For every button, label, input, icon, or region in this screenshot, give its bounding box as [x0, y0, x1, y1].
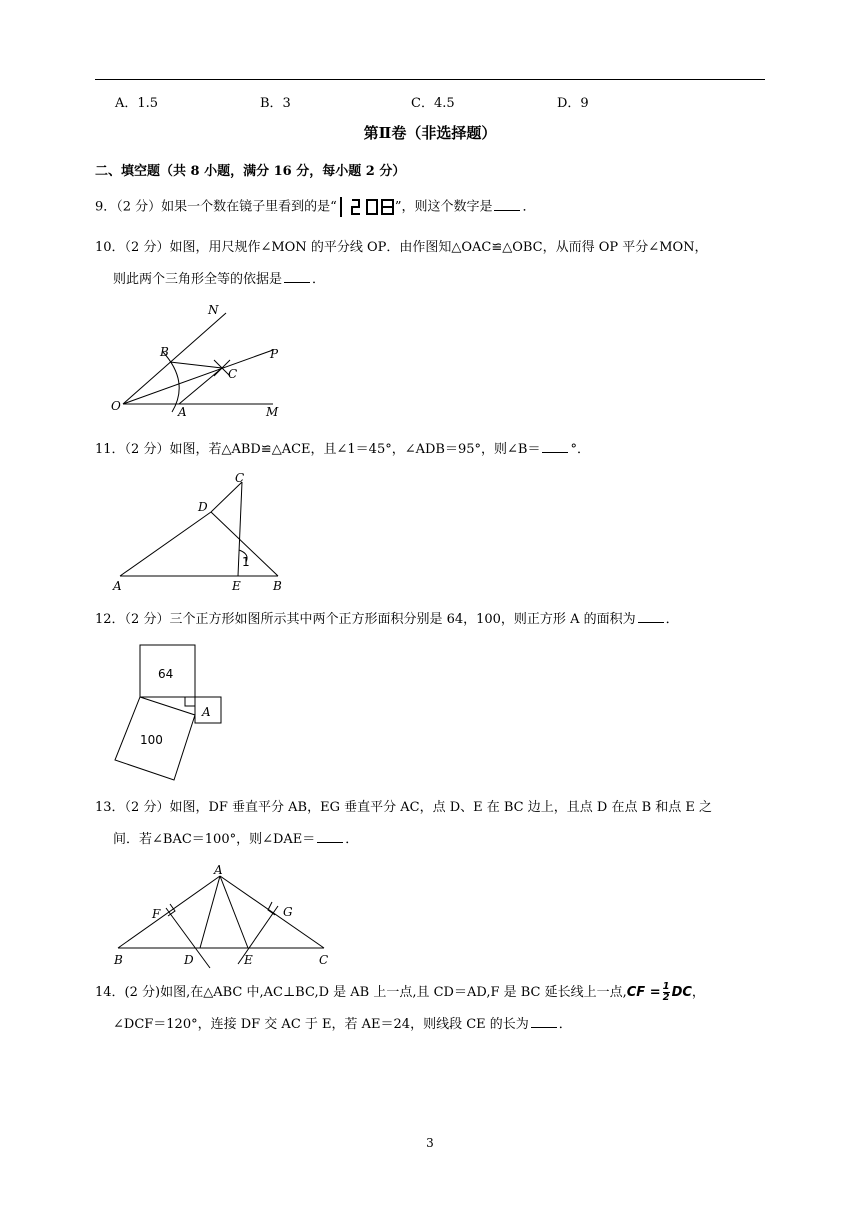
option-c: C．4.5 [411, 96, 455, 111]
answer-blank [542, 440, 568, 453]
label-g: G [283, 905, 293, 919]
frac-denominator: 2 [662, 992, 670, 1003]
frac-lhs: CF = [626, 984, 661, 1000]
label-f: F [152, 907, 161, 921]
q9-text-after: ”，则这个数字是 [394, 199, 493, 215]
label-d: D [184, 953, 194, 967]
q13-line1: 13．（2 分）如图，DF 垂直平分 AB，EG 垂直平分 AC，点 D、E 在 BC 边上，且点 D 在点 B 和点 E 之 [95, 800, 713, 815]
fraction-expression [627, 983, 661, 1003]
question-14 [95, 982, 765, 1035]
answer-blank [531, 1015, 557, 1028]
answer-blank [317, 830, 343, 843]
label-a: A [178, 405, 187, 419]
label-square-64: 64 [158, 667, 174, 681]
figure-perpendicular-bisectors [108, 860, 338, 972]
q9-text-before: 9．（2 分）如果一个数在镜子里看到的是“ [95, 199, 337, 215]
answer-blank [494, 198, 520, 211]
q14-line2: ∠DCF＝120°，连接 DF 交 AC 于 E，若 AE＝24，则线段 CE 的长为 [113, 1017, 529, 1032]
page-number: 3 [426, 1136, 434, 1150]
label-d: D [198, 500, 208, 514]
label-e: E [244, 953, 253, 967]
answer-blank [284, 270, 310, 283]
q12-text-end: ． [665, 612, 679, 627]
label-angle-1: 1 [242, 555, 250, 569]
label-n: N [208, 303, 219, 317]
question-10 [95, 238, 765, 290]
option-b: B．3 [260, 96, 291, 111]
fraction-one-half [663, 982, 670, 1003]
q12-text-before: 12．（2 分）三个正方形如图所示其中两个正方形面积分别是 64，100，则正方形 A 的面积为 [95, 612, 636, 627]
q14-line1-end: ， [691, 985, 705, 1000]
part-heading: 二、填空题（共 8 小题，满分 16 分，每小题 2 分） [95, 164, 406, 179]
label-m: M [266, 405, 279, 419]
answer-options [0, 92, 860, 110]
figure-congruent-triangles [108, 466, 298, 596]
question-13 [95, 798, 765, 850]
frac-numerator: 1 [662, 981, 670, 992]
header-rule [95, 79, 765, 80]
label-square-a: A [202, 705, 211, 719]
q11-text-before: 11．（2 分）如图，若△ABD≌△ACE，且∠1＝45°，∠ADB＝95°，则∠B＝ [95, 442, 541, 457]
q10-line1: 10．（2 分）如图，用尺规作∠MON 的平分线 OP．由作图知△OAC≌△OBC，从而得 OP 平分∠MON， [95, 240, 708, 255]
label-c: C [235, 471, 245, 485]
label-p: P [270, 347, 279, 361]
q14-text-end: ． [558, 1017, 572, 1032]
option-d: D．9 [557, 96, 589, 111]
label-b: B [160, 345, 169, 359]
question-12 [95, 610, 765, 630]
label-c: C [228, 367, 238, 381]
frac-rhs: DC [671, 984, 692, 1000]
label-a: A [113, 579, 122, 593]
label-c: C [319, 953, 329, 967]
figure-angle-bisector [108, 300, 288, 420]
q13-line2: 间．若∠BAC＝100°，则∠DAE＝ [113, 832, 316, 847]
q10-line2: 则此两个三角形全等的依据是 [113, 272, 283, 287]
figure-three-squares [108, 640, 238, 790]
label-b: B [273, 579, 282, 593]
q11-text-end: °． [570, 442, 590, 457]
section-title: 第Ⅱ卷（非选择题） [363, 124, 497, 142]
label-o: O [111, 399, 121, 413]
label-square-100: 100 [140, 733, 163, 747]
q10-text-end: ． [312, 272, 326, 287]
q13-text-end: ． [345, 832, 359, 847]
q14-line1: 14．(2 分)如图,在△ABC 中,AC⊥BC,D 是 AB 上一点,且 CD＝AD,F 是 BC 延长线上一点, [95, 985, 627, 1000]
label-b: B [114, 953, 123, 967]
fraction-rhs [672, 983, 692, 1003]
question-9 [95, 196, 765, 218]
answer-blank [638, 610, 664, 623]
label-e: E [232, 579, 241, 593]
q9-text-end: ． [522, 199, 536, 215]
label-a: A [214, 863, 223, 877]
question-11 [95, 440, 765, 460]
mirrored-digits-image [337, 196, 395, 218]
option-a: A．1.5 [115, 96, 159, 111]
